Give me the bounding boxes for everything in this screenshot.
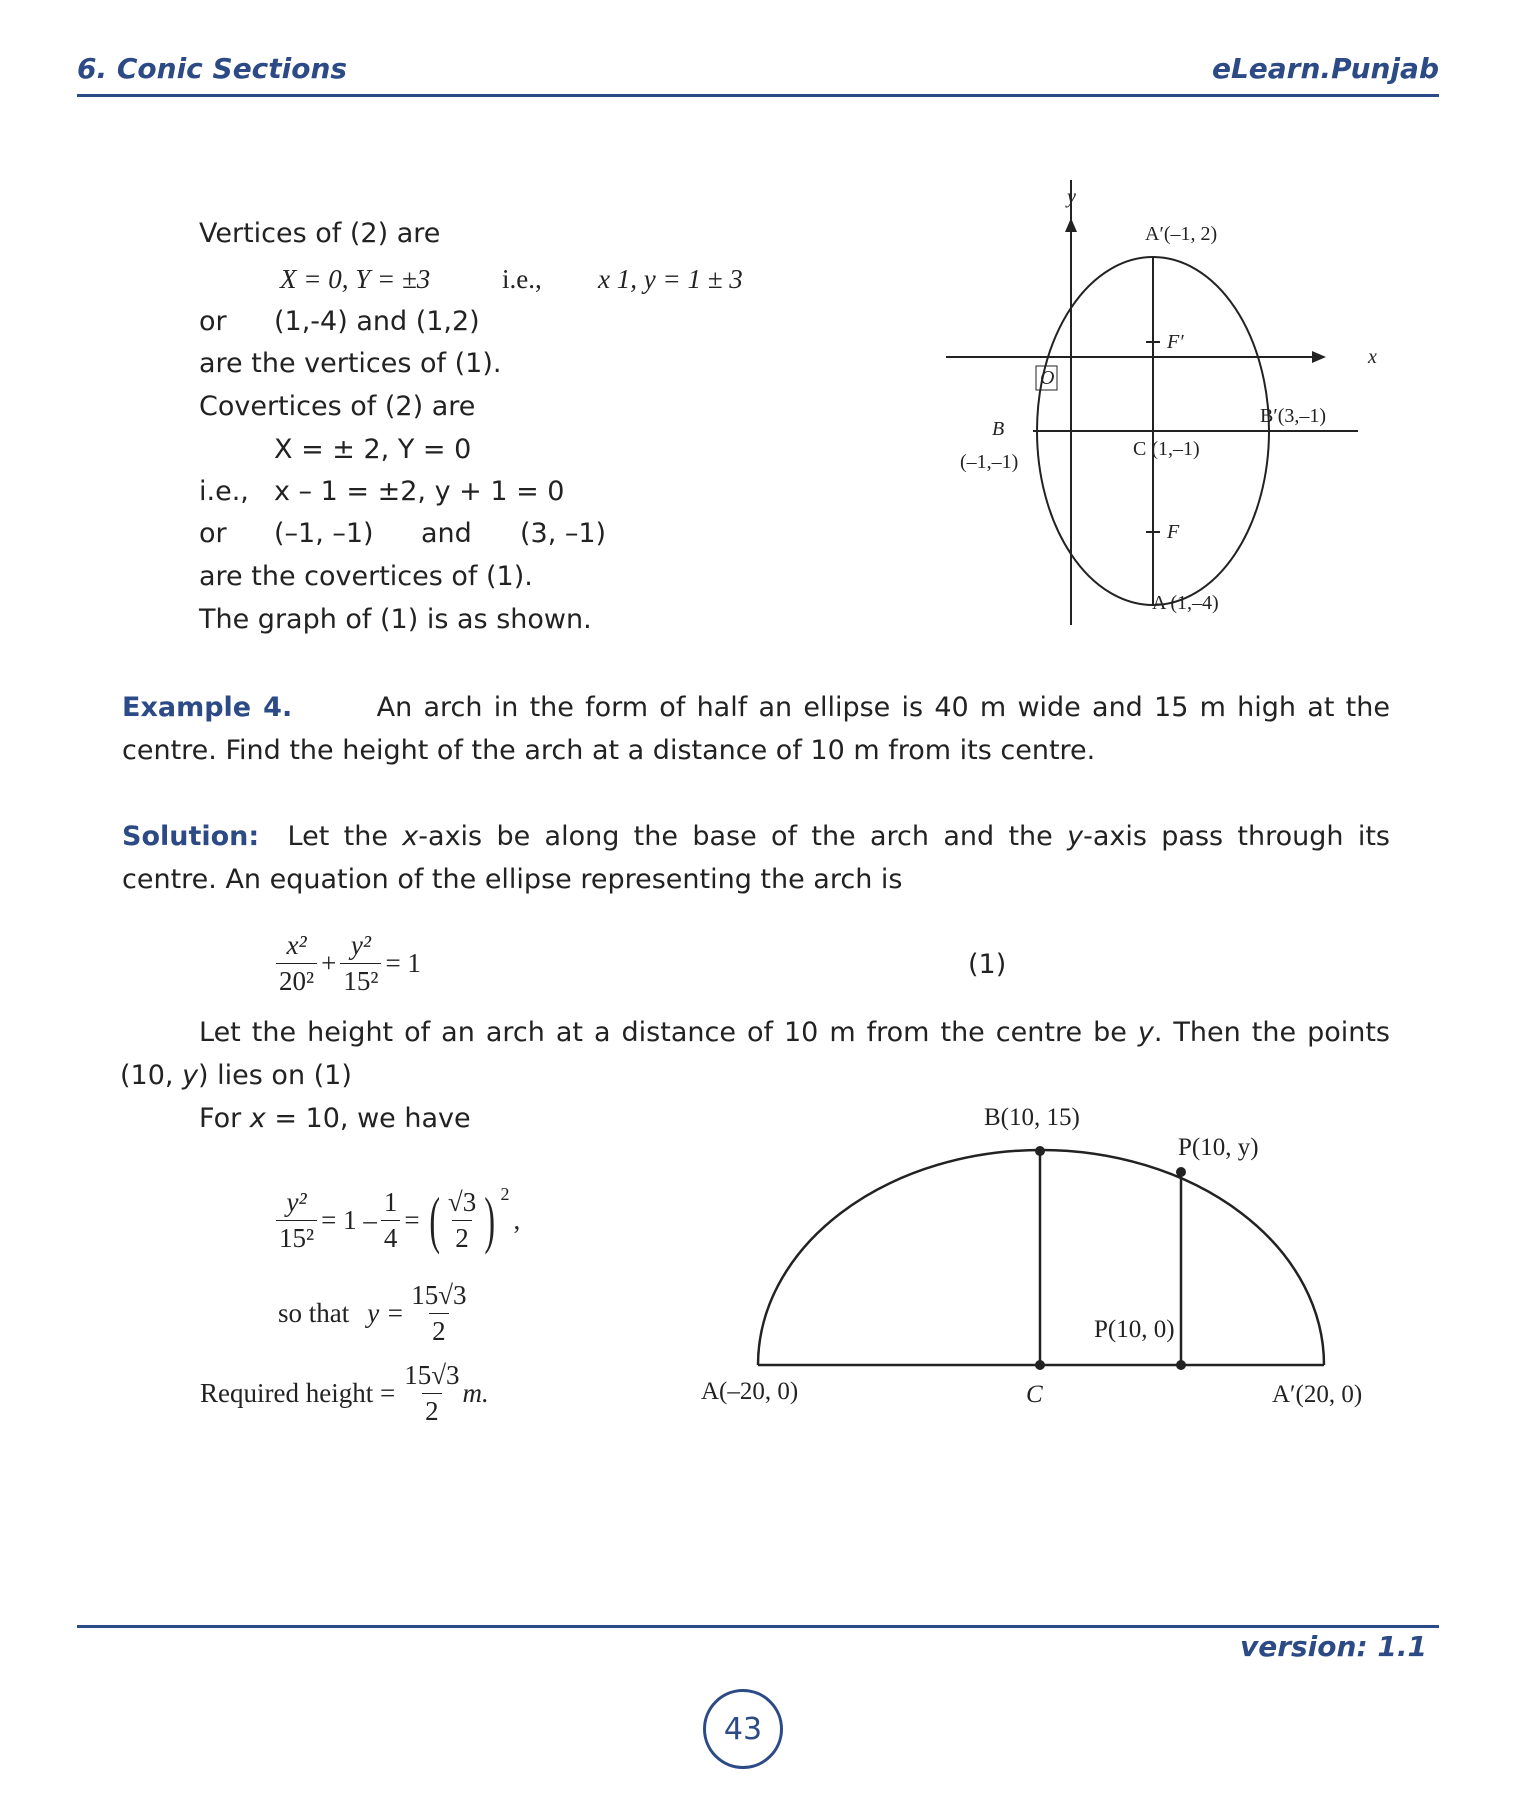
covertices-eq: X = ± 2, Y = 0 bbox=[274, 434, 472, 465]
covertex-b-label: B bbox=[992, 418, 1005, 440]
label-p: P(10, y) bbox=[1178, 1134, 1259, 1161]
version-label: version: 1.1 bbox=[1239, 1630, 1427, 1663]
y-axis-arrow bbox=[1065, 218, 1077, 232]
focus-label: F bbox=[1167, 521, 1180, 543]
eq2-mid: = 1 – bbox=[321, 1204, 377, 1235]
solution-text-2: -axis be along the base of the arch and the bbox=[418, 821, 1068, 852]
covertices-shifted-eq: x – 1 = ±2, y + 1 = 0 bbox=[274, 476, 565, 507]
publisher-title: eLearn.Punjab bbox=[1211, 52, 1439, 85]
or-label-1: or bbox=[199, 306, 227, 337]
eq2-sqrt3: √3 bbox=[447, 1186, 477, 1217]
chapter-title: 6. Conic Sections bbox=[77, 52, 348, 85]
para4-x: x bbox=[249, 1103, 266, 1134]
so-that-label: so that bbox=[278, 1298, 350, 1328]
substitution-equation: $\frac{\text{y²}}{\text{15²}}$ = 1 – $\frac{1}{4}$ = ( $\frac{√3}{2}$ ) 2 , bbox=[276, 1188, 520, 1252]
para3-y: y bbox=[182, 1060, 199, 1091]
para2-text-b: . Then the points bbox=[1153, 1017, 1390, 1048]
vertices-shifted-eq: x 1, y = 1 ± 3 bbox=[598, 264, 743, 294]
label-b: B(10, 15) bbox=[984, 1104, 1080, 1131]
example-4 bbox=[122, 686, 1390, 772]
eq1-rhs: = 1 bbox=[385, 948, 421, 978]
label-a-prime: A′(20, 0) bbox=[1272, 1381, 1363, 1408]
eq1-x2: x² bbox=[286, 930, 307, 960]
page-number: 43 bbox=[703, 1689, 783, 1769]
covertices-heading: Covertices of (2) are bbox=[199, 391, 476, 422]
covertices-conclusion: are the covertices of (1). bbox=[199, 561, 533, 592]
para3-text-b: ) lies on (1) bbox=[198, 1060, 352, 1091]
eq3-num: 15√3 bbox=[411, 1280, 467, 1310]
point-p bbox=[1176, 1167, 1186, 1177]
eq4-num: 15√3 bbox=[404, 1360, 460, 1390]
x-axis-label: x bbox=[1368, 346, 1377, 368]
point-c bbox=[1035, 1360, 1045, 1370]
solution-y: y bbox=[1067, 821, 1084, 852]
equation-number: (1) bbox=[968, 949, 1007, 980]
required-height-equation bbox=[200, 1362, 489, 1425]
eq2-one: 1 bbox=[383, 1186, 398, 1217]
example-text: An arch in the form of half an ellipse is 40 m wide and 15 m high at the centre. Find the height of the arch at a distance of 10 m from its centre. bbox=[122, 692, 1390, 766]
solution-text-1: Let the bbox=[287, 821, 403, 852]
for-x-line bbox=[199, 1103, 471, 1134]
vertices-conclusion: are the vertices of (1). bbox=[199, 348, 502, 379]
solution-paragraph bbox=[122, 815, 1390, 901]
arch-figure bbox=[690, 1090, 1410, 1430]
solution-text-3: -axis pass through its centre. An equation of the ellipse representing the arch is bbox=[122, 821, 1390, 895]
focus-prime-label: F′ bbox=[1167, 331, 1184, 353]
footer-rule bbox=[77, 1625, 1439, 1628]
eq2-two: 2 bbox=[452, 1220, 472, 1252]
vertices-eq: X = 0, Y = ±3 bbox=[280, 264, 431, 294]
point-p0 bbox=[1176, 1360, 1186, 1370]
graph-statement: The graph of (1) is as shown. bbox=[199, 604, 592, 635]
eq3-y: y = bbox=[367, 1298, 405, 1328]
ie-label: i.e., bbox=[199, 476, 249, 507]
label-p0: P(10, 0) bbox=[1094, 1316, 1175, 1343]
or-label-2: or bbox=[199, 518, 227, 549]
y-axis-label: y bbox=[1067, 186, 1076, 208]
required-height-label: Required height = bbox=[200, 1378, 396, 1408]
vertices-ie: i.e., bbox=[502, 264, 542, 294]
solution-x: x bbox=[402, 821, 419, 852]
eq4-unit: m. bbox=[462, 1378, 489, 1408]
solve-y-equation bbox=[278, 1282, 470, 1345]
para4-text-b: = 10, we have bbox=[265, 1103, 471, 1134]
origin-label: O bbox=[1040, 367, 1055, 389]
covertex-point-1: (–1, –1) bbox=[274, 518, 374, 549]
header-rule bbox=[77, 94, 1439, 97]
label-a: A(–20, 0) bbox=[701, 1378, 799, 1405]
height-paragraph bbox=[199, 1017, 1390, 1048]
centre-label: C (1,–1) bbox=[1133, 438, 1200, 460]
eq2-y2: y² bbox=[286, 1186, 307, 1217]
and-label: and bbox=[421, 518, 472, 549]
para3-text-a: (10, bbox=[120, 1060, 183, 1091]
covertex-b-coord: (–1,–1) bbox=[960, 451, 1019, 473]
para2-y: y bbox=[1137, 1017, 1154, 1048]
vertex-a-label: A (1,–4) bbox=[1152, 592, 1219, 614]
point-b bbox=[1035, 1146, 1045, 1156]
example-label: Example 4. bbox=[122, 692, 293, 723]
eq2-15: 15² bbox=[276, 1220, 317, 1252]
para4-text-a: For bbox=[199, 1103, 250, 1134]
eq2-power: 2 bbox=[500, 1184, 510, 1204]
para2-text-a: Let the height of an arch at a distance of 10 m from the centre be bbox=[199, 1017, 1138, 1048]
solution-label: Solution: bbox=[122, 821, 260, 852]
point-lies-line bbox=[120, 1060, 352, 1091]
x-axis-arrow bbox=[1312, 351, 1326, 363]
eq4-den: 2 bbox=[422, 1393, 442, 1425]
eq1-20: 20² bbox=[276, 963, 317, 995]
vertex-a-prime-label: A′(–1, 2) bbox=[1145, 223, 1218, 245]
eq2-equals: = bbox=[404, 1204, 420, 1235]
label-c: C bbox=[1026, 1381, 1043, 1408]
ellipse-equation: $\frac{\text{x²}}{\text{20²}}$ + $\frac{\text{y²}}{\text{15²}}$ = 1 bbox=[276, 932, 421, 995]
ellipse-figure bbox=[930, 180, 1400, 640]
eq3-den: 2 bbox=[429, 1313, 449, 1345]
eq2-four: 4 bbox=[381, 1220, 401, 1252]
covertex-point-2: (3, –1) bbox=[520, 518, 607, 549]
vertices-heading: Vertices of (2) are bbox=[199, 218, 441, 249]
vertices-points: (1,-4) and (1,2) bbox=[274, 306, 480, 337]
eq1-y2: y² bbox=[350, 930, 371, 960]
eq1-15: 15² bbox=[340, 963, 381, 995]
covertex-b-prime-label: B′(3,–1) bbox=[1260, 405, 1327, 427]
